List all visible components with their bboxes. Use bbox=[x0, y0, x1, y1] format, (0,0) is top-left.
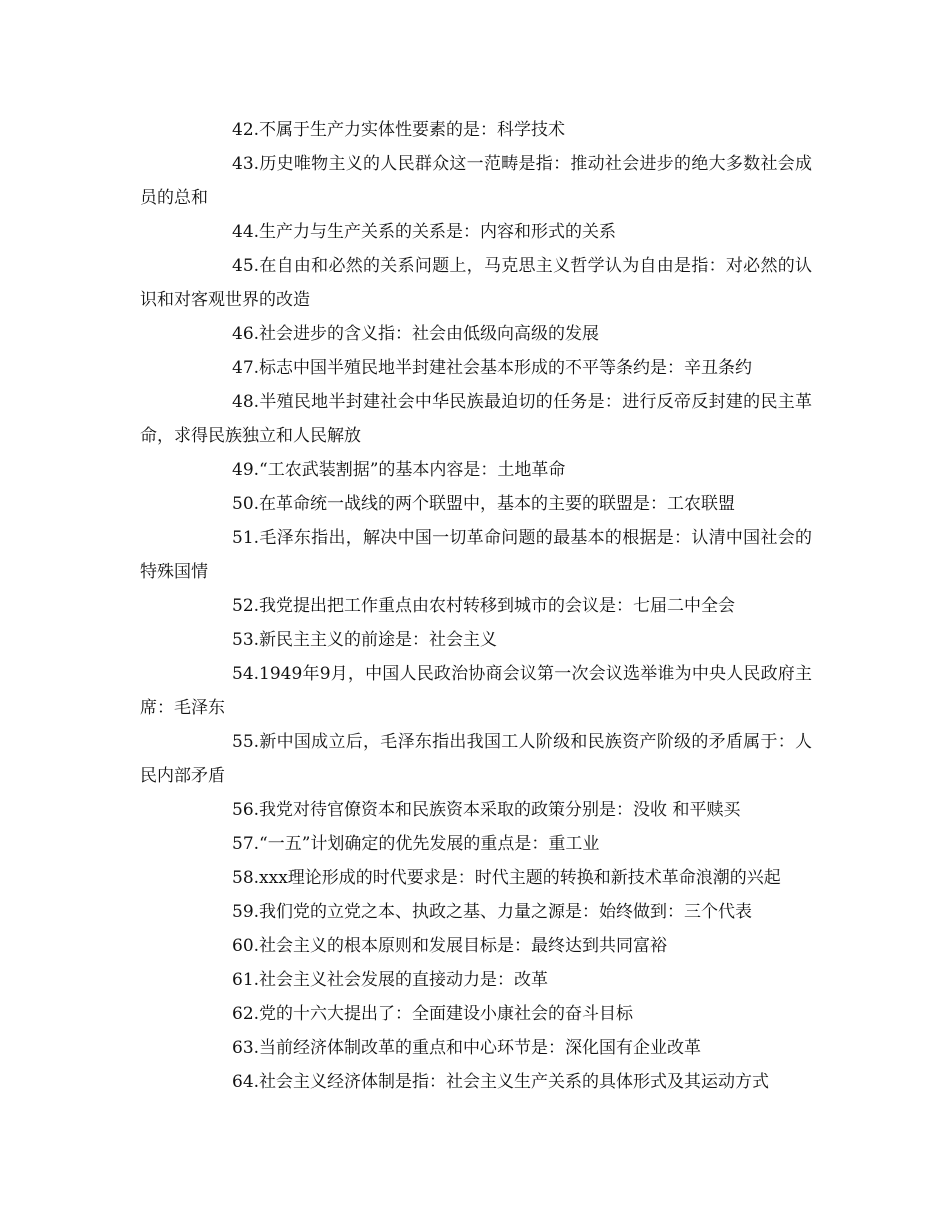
list-item bbox=[140, 657, 812, 725]
list-item bbox=[140, 725, 812, 793]
item-number: 55. bbox=[232, 732, 260, 752]
list-item bbox=[140, 861, 812, 895]
item-text: 新民主主义的前途是：社会主义 bbox=[259, 630, 498, 650]
item-text: 社会主义社会发展的直接动力是：改革 bbox=[259, 970, 549, 990]
list-item bbox=[140, 453, 812, 487]
item-text: “一五”计划确定的优先发展的重点是：重工业 bbox=[259, 834, 600, 854]
list-item bbox=[140, 351, 812, 385]
list-item bbox=[140, 895, 812, 929]
list-item bbox=[140, 793, 812, 827]
item-text: 1949年9月，中国人民政治协商会议第一次会议选举谁为中央人民政府主席：毛泽东 bbox=[140, 664, 812, 718]
item-number: 44. bbox=[232, 222, 260, 242]
list-item bbox=[140, 147, 812, 215]
list-item bbox=[140, 589, 812, 623]
item-text: 我党对待官僚资本和民族资本采取的政策分别是：没收 和平赎买 bbox=[259, 800, 741, 820]
item-text: 标志中国半殖民地半封建社会基本形成的不平等条约是：辛丑条约 bbox=[259, 358, 753, 378]
item-number: 60. bbox=[232, 936, 260, 956]
list-item bbox=[140, 249, 812, 317]
list-item bbox=[140, 623, 812, 657]
item-number: 42. bbox=[232, 120, 260, 140]
item-number: 54. bbox=[232, 664, 260, 684]
item-text: 生产力与生产关系的关系是：内容和形式的关系 bbox=[259, 222, 617, 242]
list-item bbox=[140, 1065, 812, 1099]
list-item bbox=[140, 215, 812, 249]
item-text: “工农武装割据”的基本内容是：土地革命 bbox=[259, 460, 566, 480]
item-text: xxx理论形成的时代要求是：时代主题的转换和新技术革命浪潮的兴起 bbox=[259, 868, 781, 888]
item-text: 历史唯物主义的人民群众这一范畴是指：推动社会进步的绝大多数社会成员的总和 bbox=[140, 154, 812, 208]
item-text: 社会主义的根本原则和发展目标是：最终达到共同富裕 bbox=[259, 936, 668, 956]
item-number: 50. bbox=[232, 494, 260, 514]
item-number: 43. bbox=[232, 154, 260, 174]
list-item bbox=[140, 827, 812, 861]
list-item bbox=[140, 487, 812, 521]
item-text: 党的十六大提出了：全面建设小康社会的奋斗目标 bbox=[259, 1004, 634, 1024]
item-text: 半殖民地半封建社会中华民族最迫切的任务是：进行反帝反封建的民主革命，求得民族独立和人民解放 bbox=[140, 392, 812, 446]
list-item bbox=[140, 521, 812, 589]
item-number: 47. bbox=[232, 358, 260, 378]
item-number: 49. bbox=[232, 460, 260, 480]
list-item bbox=[140, 385, 812, 453]
item-number: 63. bbox=[232, 1038, 260, 1058]
item-number: 45. bbox=[232, 256, 260, 276]
item-number: 52. bbox=[232, 596, 260, 616]
item-text: 我们党的立党之本、执政之基、力量之源是：始终做到：三个代表 bbox=[259, 902, 753, 922]
question-list bbox=[140, 113, 812, 1099]
item-number: 57. bbox=[232, 834, 260, 854]
item-number: 64. bbox=[232, 1072, 260, 1092]
item-text: 毛泽东指出，解决中国一切革命问题的最基本的根据是：认清中国社会的特殊国情 bbox=[140, 528, 812, 582]
item-number: 48. bbox=[232, 392, 260, 412]
item-text: 新中国成立后，毛泽东指出我国工人阶级和民族资产阶级的矛盾属于：人民内部矛盾 bbox=[140, 732, 812, 786]
item-number: 61. bbox=[232, 970, 260, 990]
item-text: 在革命统一战线的两个联盟中，基本的主要的联盟是：工农联盟 bbox=[259, 494, 736, 514]
item-text: 社会主义经济体制是指：社会主义生产关系的具体形式及其运动方式 bbox=[259, 1072, 770, 1092]
list-item bbox=[140, 929, 812, 963]
list-item bbox=[140, 997, 812, 1031]
item-text: 社会进步的含义指：社会由低级向高级的发展 bbox=[259, 324, 600, 344]
item-number: 53. bbox=[232, 630, 260, 650]
item-number: 46. bbox=[232, 324, 260, 344]
list-item bbox=[140, 963, 812, 997]
item-number: 62. bbox=[232, 1004, 260, 1024]
item-text: 我党提出把工作重点由农村转移到城市的会议是：七届二中全会 bbox=[259, 596, 736, 616]
item-number: 51. bbox=[232, 528, 260, 548]
list-item bbox=[140, 1031, 812, 1065]
list-item bbox=[140, 317, 812, 351]
item-text: 不属于生产力实体性要素的是：科学技术 bbox=[259, 120, 566, 140]
item-number: 58. bbox=[232, 868, 260, 888]
item-text: 在自由和必然的关系问题上，马克思主义哲学认为自由是指：对必然的认识和对客观世界的改造 bbox=[140, 256, 812, 310]
list-item bbox=[140, 113, 812, 147]
item-number: 59. bbox=[232, 902, 260, 922]
item-number: 56. bbox=[232, 800, 260, 820]
item-text: 当前经济体制改革的重点和中心环节是：深化国有企业改革 bbox=[259, 1038, 702, 1058]
